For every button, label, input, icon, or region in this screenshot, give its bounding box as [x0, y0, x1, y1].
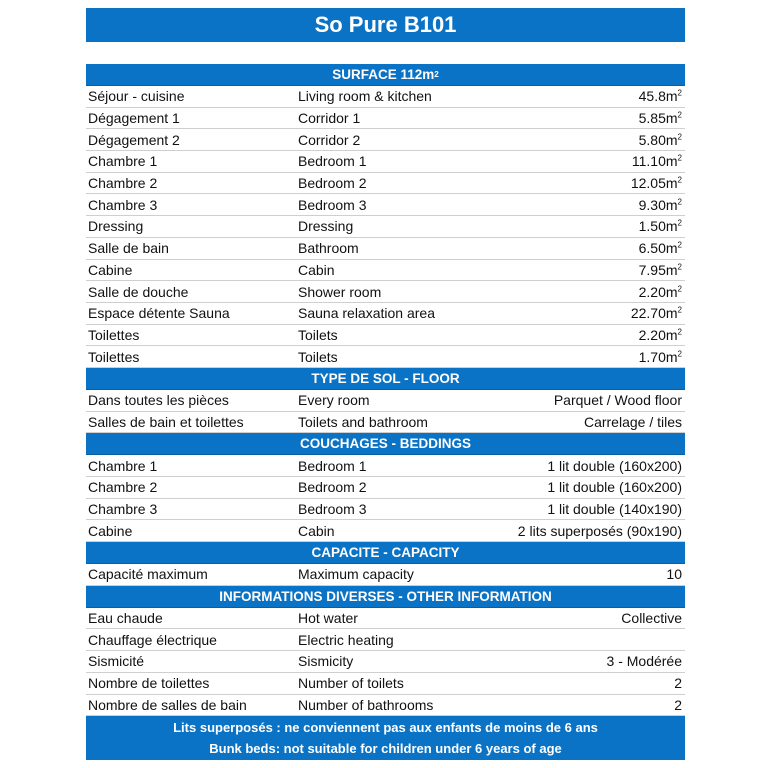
surface-rows	[86, 86, 685, 368]
table-row	[86, 499, 685, 521]
table-row	[86, 608, 685, 630]
cell-en: Cabin	[298, 261, 335, 278]
cell-en: Maximum capacity	[298, 566, 414, 583]
table-row	[86, 194, 685, 216]
table-row	[86, 281, 685, 303]
table-row	[86, 629, 685, 651]
page-title	[86, 8, 685, 42]
unit-sup: 2	[677, 262, 682, 272]
cell-value	[508, 132, 685, 148]
cell-fr: Chambre 1	[88, 457, 158, 474]
cell-value	[508, 349, 685, 365]
cell-en: Bedroom 3	[298, 501, 367, 518]
floor-header-text: TYPE DE SOL - FLOOR	[311, 370, 460, 386]
cell-value: 2 lits superposés (90x190)	[517, 522, 682, 539]
cell-value	[508, 110, 685, 126]
cell-value: Carrelage / tiles	[583, 413, 682, 430]
beddings-header-text: COUCHAGES - BEDDINGS	[299, 436, 471, 452]
unit-sup: 2	[677, 110, 682, 120]
cell-en: Sauna relaxation area	[298, 305, 435, 322]
cell-value	[508, 88, 685, 104]
cell-en: Every room	[298, 392, 370, 409]
unit-sup: 2	[677, 305, 682, 315]
area-value: 12.05m	[630, 175, 678, 192]
cell-fr: Chauffage électrique	[88, 631, 217, 648]
cell-fr: Capacité maximum	[88, 566, 208, 583]
other-rows	[86, 608, 685, 716]
unit-sup: 2	[677, 327, 682, 337]
cell-en: Bedroom 3	[298, 196, 367, 213]
cell-value	[508, 175, 685, 191]
table-row	[86, 695, 685, 717]
unit-sup: 2	[677, 132, 682, 142]
cell-value: 1 lit double (160x200)	[547, 457, 682, 474]
unit-sup: 2	[677, 197, 682, 207]
area-value: 2.20m	[638, 283, 678, 300]
cell-fr: Salle de douche	[88, 283, 189, 300]
area-value: 2.20m	[638, 326, 678, 343]
cell-value	[508, 218, 685, 234]
cell-en: Number of toilets	[298, 675, 404, 692]
cell-fr: Chambre 3	[88, 196, 158, 213]
table-row	[86, 325, 685, 347]
capacity-rows	[86, 564, 685, 586]
area-value: 6.50m	[638, 240, 678, 257]
unit-sup: 2	[677, 218, 682, 228]
area-value: 9.30m	[638, 196, 678, 213]
cell-fr: Nombre de salles de bain	[88, 696, 247, 713]
floor-rows	[86, 390, 685, 433]
cell-en: Corridor 1	[298, 110, 361, 127]
table-row	[86, 390, 685, 412]
table-row	[86, 455, 685, 477]
cell-fr: Dressing	[88, 218, 144, 235]
cell-fr: Cabine	[88, 261, 133, 278]
unit-sup: 2	[677, 153, 682, 163]
section-header-beddings	[86, 433, 685, 455]
cell-value	[508, 327, 685, 343]
cell-en: Toilets	[298, 326, 338, 343]
table-row	[86, 216, 685, 238]
area-value: 11.10m	[631, 153, 678, 170]
table-row	[86, 651, 685, 673]
cell-value	[508, 240, 685, 256]
cell-en: Sismicity	[298, 653, 354, 670]
area-value: 5.80m	[638, 131, 678, 148]
cell-fr: Cabine	[88, 522, 133, 539]
section-header-other	[86, 586, 685, 608]
table-row	[86, 86, 685, 108]
table-row	[86, 260, 685, 282]
surface-header-text: SURFACE 112m	[332, 67, 435, 82]
table-row	[86, 346, 685, 368]
cell-fr: Dégagement 2	[88, 131, 180, 148]
cell-value: 10	[666, 566, 682, 583]
cell-en: Toilets	[298, 348, 338, 365]
table-row	[86, 129, 685, 151]
unit-sup: 2	[677, 348, 682, 358]
cell-en: Bedroom 1	[298, 153, 367, 170]
section-header-floor	[86, 368, 685, 390]
cell-fr: Eau chaude	[88, 610, 163, 627]
cell-fr: Sismicité	[88, 653, 145, 670]
cell-fr: Nombre de toilettes	[88, 675, 210, 692]
beddings-rows	[86, 455, 685, 542]
table-row	[86, 477, 685, 499]
property-sheet	[86, 64, 685, 760]
cell-fr: Chambre 3	[88, 501, 158, 518]
area-value: 45.8m	[638, 88, 678, 105]
cell-en: Corridor 2	[298, 131, 361, 148]
table-row	[86, 173, 685, 195]
unit-sup: 2	[677, 283, 682, 293]
cell-en: Cabin	[298, 522, 335, 539]
cell-fr: Chambre 2	[88, 175, 158, 192]
cell-en: Bathroom	[298, 240, 359, 257]
table-row	[86, 108, 685, 130]
unit-sup: 2	[677, 240, 682, 250]
cell-value: 3 - Modérée	[606, 653, 682, 670]
table-row	[86, 412, 685, 434]
cell-fr: Salle de bain	[88, 240, 169, 257]
other-header-text: INFORMATIONS DIVERSES - OTHER INFORMATION	[219, 588, 552, 604]
cell-en: Living room & kitchen	[298, 88, 432, 105]
unit-sup: 2	[677, 175, 682, 185]
cell-value: 1 lit double (160x200)	[547, 479, 682, 496]
cell-value: 1 lit double (140x190)	[547, 501, 682, 518]
cell-value	[508, 197, 685, 213]
area-value: 22.70m	[630, 305, 678, 322]
cell-fr: Séjour - cuisine	[88, 88, 185, 105]
cell-fr: Salles de bain et toilettes	[88, 413, 244, 430]
cell-value: 2	[674, 675, 682, 692]
warning-fr: Lits superposés : ne conviennent pas aux enfants de moins de 6 ans	[173, 720, 598, 736]
cell-en: Electric heating	[298, 631, 394, 648]
cell-en: Hot water	[298, 610, 358, 627]
area-value: 7.95m	[638, 261, 678, 278]
cell-en: Bedroom 2	[298, 479, 367, 496]
cell-fr: Chambre 2	[88, 479, 158, 496]
area-value: 1.70m	[638, 348, 678, 365]
table-row	[86, 238, 685, 260]
bunk-bed-warning	[86, 716, 685, 760]
cell-fr: Espace détente Sauna	[88, 305, 230, 322]
unit-sup: 2	[677, 88, 682, 98]
cell-value	[508, 262, 685, 278]
cell-value: 2	[674, 696, 682, 713]
cell-en: Number of bathrooms	[298, 696, 434, 713]
area-value: 5.85m	[638, 110, 678, 127]
capacity-header-text: CAPACITE - CAPACITY	[311, 545, 460, 561]
cell-fr: Toilettes	[88, 326, 140, 343]
table-row	[86, 151, 685, 173]
page-title-text: So Pure B101	[314, 12, 457, 37]
cell-fr: Toilettes	[88, 348, 140, 365]
area-value: 1.50m	[638, 218, 678, 235]
table-row	[86, 673, 685, 695]
cell-en: Shower room	[298, 283, 382, 300]
cell-en: Bedroom 2	[298, 175, 367, 192]
cell-value: Parquet / Wood floor	[553, 392, 682, 409]
section-header-surface: SURFACE 112m 2	[86, 64, 685, 86]
cell-fr: Dégagement 1	[88, 110, 180, 127]
cell-en: Bedroom 1	[298, 457, 367, 474]
table-row	[86, 520, 685, 542]
cell-en: Dressing	[298, 218, 354, 235]
cell-value: Collective	[621, 610, 682, 627]
cell-en: Toilets and bathroom	[298, 413, 428, 430]
table-row	[86, 303, 685, 325]
warning-en: Bunk beds: not suitable for children under 6 years of age	[209, 741, 562, 757]
section-header-capacity	[86, 542, 685, 564]
cell-value	[508, 305, 685, 321]
cell-fr: Chambre 1	[88, 153, 158, 170]
cell-value	[508, 153, 685, 169]
cell-fr: Dans toutes les pièces	[88, 392, 229, 409]
table-row	[86, 564, 685, 586]
cell-value	[508, 284, 685, 300]
